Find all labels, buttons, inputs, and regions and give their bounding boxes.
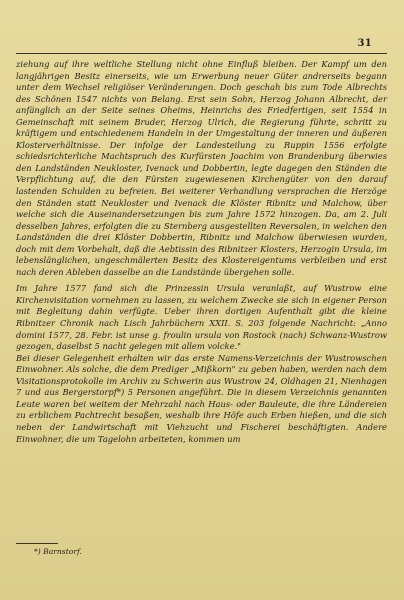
body-text	[16, 59, 387, 445]
header-rule	[16, 53, 387, 54]
footnote-rule	[16, 543, 58, 544]
paragraph-1: ziehung auf ihre weltliche Stellung nicht ohne Einfluß bleiben. Der Kampf um den langjährigen Besitz einerseits, wie um Erwerbung neuer Güter andrerseits begann unter dem Wechsel religiöser Veränderungen. Doch geschah bis zum Tode Albrechts des Schönen 1547 nichts von Belang. Erst sein Sohn, Herzog Johann Albrecht, der anfänglich an der Seite seines Oheims, Heinrichs des Friedfertigen, seit 1554 in Gemeinschaft mit seinem Bruder, Herzog Ulrich, die Regierung führte, schritt zu kräftigem und entschiedenem Handeln in der Umgestaltung der inneren und äußeren Klosterverhältnisse. Der infolge der Landesteilung zu Ruppin 1556 erfolgte schiedsrichterliche Machtspruch des Kurfürsten Joachim von Brandenburg überwies den Landständen Neukloster, Ivenack und Dobbertin, legte dagegen den Ständen die Verpflichtung auf, die den Fürsten zugewiesenen Kirchengüter von den darauf lastenden Schulden zu befreien. Bei weiterer Verhandlung versprachen die Herzöge den Ständen statt Neukloster und Ivenack die Klöster Ribnitz und Malchow, über welche sich die Auseinandersetzungen bis zum Jahre 1572 hinzogen. Da, am 2. Juli desselben Jahres, erfolgten die zu Sternberg ausgestellten Reversalen, in welchen den Landständen die drei Klöster Dobbertin, Ribnitz und Malchow überwiesen wurden, doch mit dem Vorbehalt, daß die Aebtissin des Ribnitzer Klosters, Herzogin Ursula, im lebenslänglichen, ungeschmälerten Besitz des Klostereigentums verbleiben und erst nach deren Ableben dasselbe an die Landstände übergehen solle.	[16, 59, 387, 277]
paragraph-3: Bei dieser Gelegenheit erhalten wir das erste Namens-Verzeichnis der Wustrowschen Einwohner. Als solche, die dem Prediger „Mißkorn" zu geben haben, werden nach dem Visitationsprotokolle im Archiv zu Schwerin aus Wustrow 24, Oldhagen 21, Nienhagen 7 und aus Bergerstorpf*) 5 Personen angeführt. Die in diesem Verzeichnis genannten Leute waren bei weitem der Mehrzahl nach Haus- oder Bauleute, die ihre Ländereien zu erblichem Pachtrecht besaßen, weshalb ihre Höfe auch Erben hießen, und die sich neben der Landwirtschaft mit Viehzucht und Fischerei beschäftigten. Andere Einwohner, die um Tagelohn arbeiteten, kommen um	[16, 352, 387, 444]
paragraph-2: Im Jahre 1577 fand sich die Prinzessin Ursula veranlaßt, auf Wustrow eine Kirchenvisitation vornehmen zu lassen, zu welchem Zwecke sie sich in eigener Person mit Begleitung dahin verfügte. Ueber ihren dortigen Aufenthalt gibt die kleine Ribnitzer Chronik nach Lisch Jahrbüchern XXII. S. 203 folgende Nachricht: „Anno domini 1577, 28. Febr. ist unse g. froulin ursula von Rostock (nach) Schwanz-Wustrow gezogen, daselbst 5 nacht gelegen mit allem volcke."	[16, 283, 387, 352]
page-number: 31	[357, 38, 372, 49]
footnote: *) Barnstorf.	[34, 547, 82, 556]
